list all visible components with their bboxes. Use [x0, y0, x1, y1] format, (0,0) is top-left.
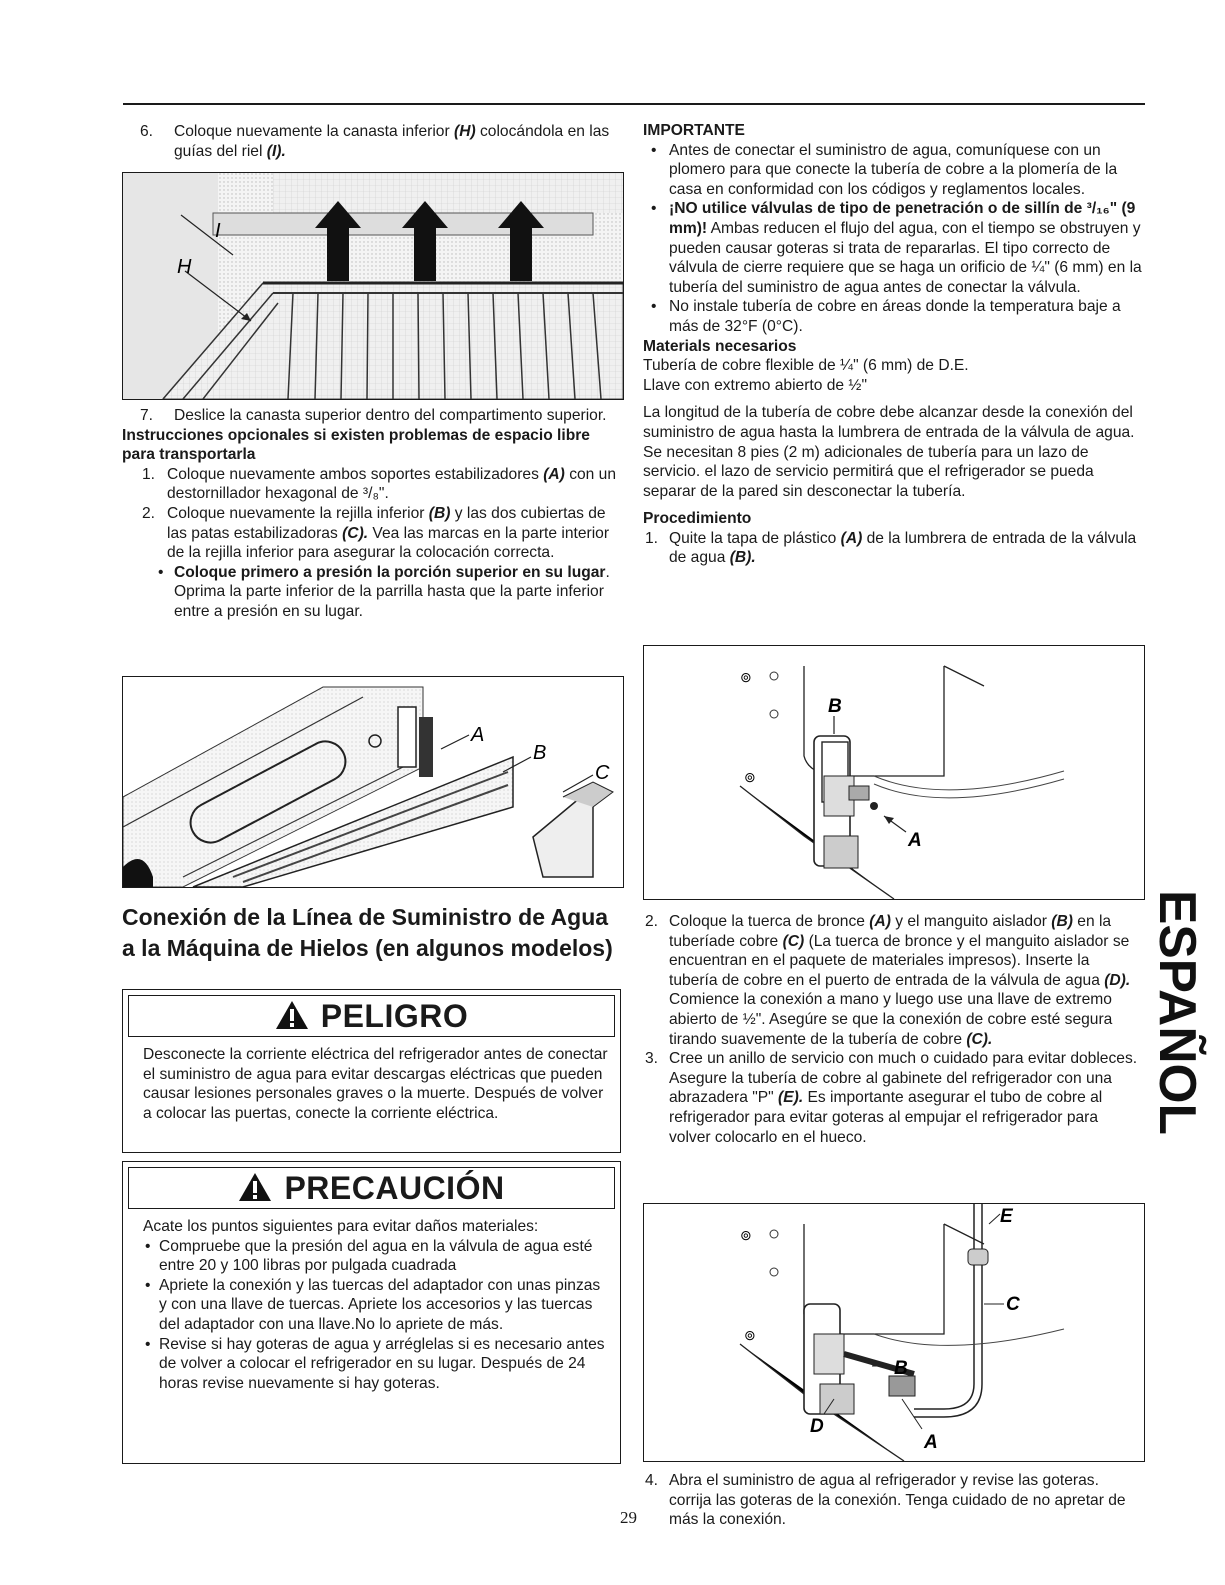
danger-title: PELIGRO: [320, 998, 469, 1034]
label-a: A: [471, 724, 485, 746]
svg-text:⊚: ⊚: [744, 769, 756, 785]
label-b: B: [828, 696, 842, 717]
caution-box: PRECAUCIÓN Acate los puntos siguientes para evitar daños materiales: • Compruebe que la presión del agua en la válvula de agua esté entre 20 y 100 libras por pulgada cuadrada • Apriete la conexión y las tuercas del adaptador con unas pinzas y con una llave de tuercas. Apriete los accesorios y las tuercas del adaptador con una llave.No lo apriete de más. • Revise si hay goteras de agua y arréglelas si es necesario antes de volver a colocar el refrigerador en su lugar. Después de 24 horas revise nuevamente si hay goteras.: [122, 1161, 621, 1464]
basket-figure: [122, 172, 624, 400]
section-title: Conexión de la Línea de Suministro de Agua a la Máquina de Hielos (en algunos modelos): [122, 904, 613, 961]
svg-text:⊚: ⊚: [740, 1227, 752, 1243]
label-c: C: [1006, 1294, 1020, 1315]
side-tab-text: ESPAÑOL: [1148, 890, 1206, 1138]
svg-text:⊚: ⊚: [744, 1327, 756, 1343]
procedure-steps: 2. Coloque la tuerca de bronce (A) y el manguito aislador (B) en la tuberíade cobre (C) (La tuerca de bronce y el manguito aislador se encuentran en el paquete de materiales impresos). Inserte la tubería de cobre en el puerto de entrada de la válvula de agua (D). Comience la conexión a mano y luego use una llave de extremo abierto de ½". Asegúre se que la conexión de cobre esté segura tirando suavemente de la tubería de cobre (C). 3. Cree un anillo de servicio con much o cuidado para evitar dobleces. Asegure la tubería de cobre al gabinete del refrigerador con una abrazadera "P" (E). Es importante asegurar el tubo de cobre al refrigerador para evitar goteras al empujar el refrigerador para volver colocarlo en el hueco.: [645, 913, 1138, 1146]
step-number: 6.: [140, 123, 154, 140]
label-c: C: [595, 762, 610, 784]
caution-header: [128, 1167, 615, 1209]
danger-text: Desconecte la corriente eléctrica del refrigerador antes de conectar el suministro de agua para evitar descargas eléctricas que pueden causar lesiones personales graves o la muerte. Después de volver a colocar las puertas, conecte la corriente eléctrica.: [143, 1046, 608, 1122]
label-e: E: [1000, 1206, 1013, 1227]
caution-item: Revise si hay goteras de agua y arréglelas si es necesario antes de volver a colocar el refrigerador en su lugar. Después de 24 horas revise nuevamente si hay goteras.: [159, 1335, 605, 1392]
procedure-step-4: 4. Abra el suministro de agua al refrigerador y revise las goteras. corrija las goteras de la conexión. Tenga cuidado de no apretar de más la conexión.: [645, 1472, 1126, 1529]
page-number: 29: [620, 1508, 637, 1527]
caution-title: PRECAUCIÓN: [284, 1170, 505, 1206]
procedure-heading: Procedimiento: [643, 510, 752, 528]
optional-instructions-heading: Instrucciones opcionales si existen problemas de espacio libre para transportarla: [122, 426, 590, 464]
warning-icon: [275, 999, 309, 1039]
danger-header: [128, 995, 615, 1037]
valve-figure: [643, 645, 1145, 900]
label-i: I: [215, 220, 221, 242]
label-b: B: [533, 742, 547, 764]
label-b: B: [894, 1358, 908, 1379]
warning-icon: [238, 1171, 272, 1211]
importante-heading: IMPORTANTE: [643, 122, 745, 139]
materials-heading: Materials necesarios: [643, 337, 797, 355]
danger-box: [122, 989, 621, 1153]
language-side-tab: [1148, 890, 1220, 1140]
label-a: A: [924, 1432, 938, 1453]
label-d: D: [810, 1416, 824, 1437]
length-paragraph: La longitud de la tubería de cobre debe alcanzar desde la conexión del suministro de agua hasta la lumbrera de entrada de la válvula de agua. Se necesitan 8 pies (2 m) adicionales de tubería para un lazo de servicio. el lazo de servicio permitirá que el refrigerador se pueda separar de la pared sin desconectar la tubería.: [643, 404, 1135, 500]
step-6: 6. Coloque nuevamente la canasta inferior (H) colocándola en las guías del riel (I).: [140, 123, 610, 160]
caution-intro: Acate los puntos siguientes para evitar daños materiales:: [143, 1218, 539, 1235]
svg-text:⊚: ⊚: [740, 669, 752, 685]
caution-item: Compruebe que la presión del agua en la válvula de agua esté entre 20 y 100 libras por pulgada cuadrada: [159, 1237, 593, 1275]
label-a: A: [908, 830, 922, 851]
tubing-figure: [643, 1203, 1145, 1462]
label-h: H: [177, 256, 192, 278]
caution-item: Apriete la conexión y las tuercas del adaptador con unas pinzas y con una llave de tuercas. Apriete los accesorios y las tuercas del adaptador con una llave.No lo apriete de más.: [159, 1276, 601, 1333]
left-instructions: 7. Deslice la canasta superior dentro del compartimento superior. Instrucciones opcionales si existen problemas de espacio libre para transportarla 1. Coloque nuevamente ambos soportes estabilizadores (A) con un destornillador hexagonal de ³/₈". 2. Coloque nuevamente la rejilla inferior (B) y las dos cubiertas de las patas estabilizadoras (C). Vea las marcas en la parte interior de la rejilla inferior para asegurar la colocación correcta. • Coloque primero a presión la porción superior en su lugar. Oprima la parte inferior de la parrilla hasta que la parte inferior entre a presión en su lugar.: [122, 406, 622, 622]
grille-figure: [122, 676, 624, 888]
right-instructions: IMPORTANTE • Antes de conectar el suministro de agua, comuníquese con un plomero para que conecte la tubería de cobre a la plomería de la casa en conformidad con los códigos y reglamentos locales. • ¡NO utilice válvulas de tipo de penetración o de sillín de ³/₁₆" (9 mm)! Ambas reducen el flujo del agua, con el tiempo se obstruyen y pueden causar goteras si trata de repararlas. El tipo correcto de válvula de cierre requiere que se haga un orificio de ¼" (6 mm) en la tubería del suministro de agua antes de conectar la válvula. • No instale tubería de cobre en áreas donde la temperatura baje a más de 32°F (0°C). Materials necesarios Tubería de cobre flexible de ¼" (6 mm) de D.E. Llave con extremo abierto de ½" La longitud de la tubería de cobre debe alcanzar desde la conexión del suministro de agua hasta la lumbrera de entrada de la válvula de agua. Se necesitan 8 pies (2 m) adicionales de tubería para un lazo de servicio. el lazo de servicio permitirá que el refrigerador se pueda separar de la pared sin desconectar la tubería. Procedimiento 1. Quite la tapa de plástico (A) de la lumbrera de entrada de la válvula de agua (B).: [643, 121, 1150, 568]
top-rule: [123, 103, 1145, 105]
